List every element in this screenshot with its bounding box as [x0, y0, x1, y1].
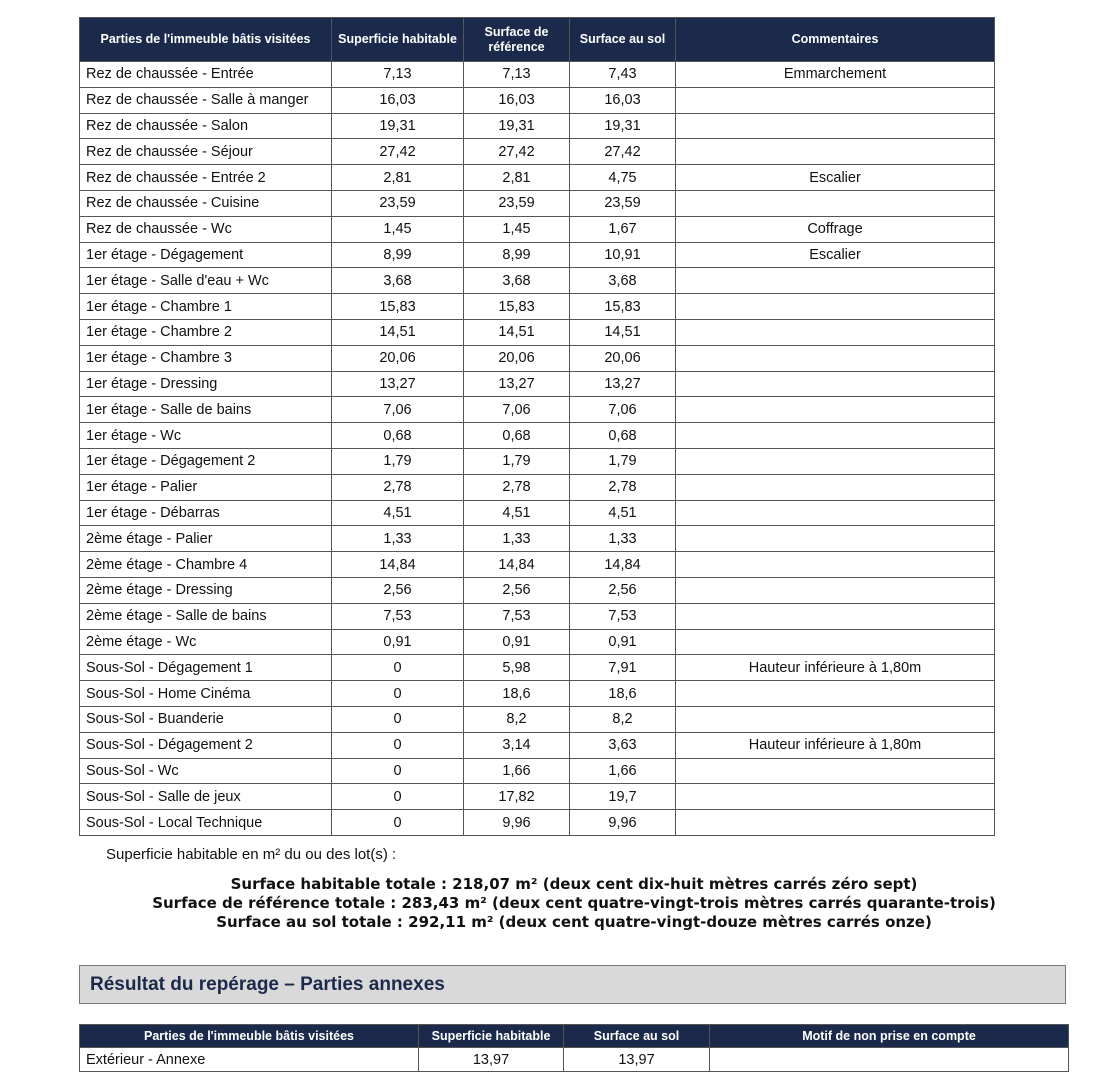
- comment-cell: [676, 474, 995, 500]
- sol-cell: 16,03: [570, 87, 676, 113]
- sol-cell: 2,56: [570, 577, 676, 603]
- reference-cell: 0,91: [464, 629, 570, 655]
- room-cell: Sous-Sol - Salle de jeux: [80, 784, 332, 810]
- comment-cell: [676, 139, 995, 165]
- comment-cell: [676, 319, 995, 345]
- header-habitable: Superficie habitable: [332, 18, 464, 62]
- table-row: [80, 242, 995, 268]
- table-row: [80, 655, 995, 681]
- comment-cell: [676, 294, 995, 320]
- table-row: [80, 62, 995, 88]
- annex-table-body: [80, 1048, 1069, 1072]
- habitable-cell: 7,13: [332, 62, 464, 88]
- annex-header-habitable: Superficie habitable: [419, 1025, 564, 1048]
- habitable-cell: 16,03: [332, 87, 464, 113]
- comment-cell: [676, 681, 995, 707]
- table-row: [80, 706, 995, 732]
- sol-cell: 1,67: [570, 216, 676, 242]
- habitable-cell: 0: [332, 810, 464, 836]
- reference-cell: 7,13: [464, 62, 570, 88]
- sol-cell: 14,51: [570, 319, 676, 345]
- sol-cell: 7,91: [570, 655, 676, 681]
- reference-cell: 3,14: [464, 732, 570, 758]
- comment-cell: [676, 371, 995, 397]
- comment-cell: [676, 552, 995, 578]
- habitable-cell: 2,56: [332, 577, 464, 603]
- habitable-cell: 27,42: [332, 139, 464, 165]
- room-cell: Sous-Sol - Wc: [80, 758, 332, 784]
- table-row: [80, 500, 995, 526]
- reference-cell: 3,68: [464, 268, 570, 294]
- sol-cell: 20,06: [570, 345, 676, 371]
- motif-cell: [710, 1048, 1069, 1072]
- surface-table: [79, 17, 995, 836]
- habitable-cell: 0: [332, 758, 464, 784]
- table-row: [80, 681, 995, 707]
- sol-cell: 0,91: [570, 629, 676, 655]
- reference-cell: 27,42: [464, 139, 570, 165]
- habitable-cell: 0: [332, 732, 464, 758]
- sol-cell: 9,96: [570, 810, 676, 836]
- annex-header-room: Parties de l'immeuble bâtis visitées: [80, 1025, 419, 1048]
- sol-cell: 4,75: [570, 165, 676, 191]
- table-row: [80, 1048, 1069, 1072]
- reference-cell: 18,6: [464, 681, 570, 707]
- room-cell: 1er étage - Dégagement: [80, 242, 332, 268]
- reference-cell: 19,31: [464, 113, 570, 139]
- comment-cell: [676, 345, 995, 371]
- habitable-cell: 1,79: [332, 448, 464, 474]
- reference-cell: 14,51: [464, 319, 570, 345]
- habitable-cell: 0,91: [332, 629, 464, 655]
- room-cell: Sous-Sol - Dégagement 2: [80, 732, 332, 758]
- table-row: [80, 268, 995, 294]
- sol-cell: 7,53: [570, 603, 676, 629]
- room-cell: Sous-Sol - Local Technique: [80, 810, 332, 836]
- table-row: [80, 113, 995, 139]
- room-cell: Sous-Sol - Home Cinéma: [80, 681, 332, 707]
- room-cell: 1er étage - Chambre 3: [80, 345, 332, 371]
- annex-header-row: [80, 1025, 1069, 1048]
- sol-cell: 0,68: [570, 423, 676, 449]
- sol-cell: 15,83: [570, 294, 676, 320]
- table-row: [80, 87, 995, 113]
- comment-cell: Escalier: [676, 242, 995, 268]
- room-cell: Rez de chaussée - Entrée 2: [80, 165, 332, 191]
- sol-cell: 13,27: [570, 371, 676, 397]
- table-row: [80, 216, 995, 242]
- habitable-cell: 4,51: [332, 500, 464, 526]
- surface-table-body: [80, 62, 995, 836]
- comment-cell: Emmarchement: [676, 62, 995, 88]
- sol-cell: 13,97: [564, 1048, 710, 1072]
- room-cell: 1er étage - Salle de bains: [80, 397, 332, 423]
- comment-cell: [676, 87, 995, 113]
- reference-cell: 8,2: [464, 706, 570, 732]
- reference-cell: 9,96: [464, 810, 570, 836]
- room-cell: 1er étage - Dressing: [80, 371, 332, 397]
- sol-cell: 18,6: [570, 681, 676, 707]
- sol-cell: 4,51: [570, 500, 676, 526]
- habitable-cell: 0: [332, 681, 464, 707]
- reference-cell: 7,06: [464, 397, 570, 423]
- room-cell: 1er étage - Palier: [80, 474, 332, 500]
- reference-cell: 0,68: [464, 423, 570, 449]
- table-row: [80, 758, 995, 784]
- total-habitable: Surface habitable totale : 218,07 m² (deux cent dix-huit mètres carrés zéro sept): [230, 875, 918, 893]
- comment-cell: [676, 448, 995, 474]
- habitable-cell: 8,99: [332, 242, 464, 268]
- room-cell: 1er étage - Salle d'eau + Wc: [80, 268, 332, 294]
- comment-cell: [676, 500, 995, 526]
- habitable-cell: 23,59: [332, 190, 464, 216]
- annex-header-motif: Motif de non prise en compte: [710, 1025, 1069, 1048]
- comment-cell: Escalier: [676, 165, 995, 191]
- reference-cell: 2,56: [464, 577, 570, 603]
- comment-cell: Coffrage: [676, 216, 995, 242]
- table-header-row: [80, 18, 995, 62]
- room-cell: Rez de chaussée - Séjour: [80, 139, 332, 165]
- table-row: [80, 732, 995, 758]
- comment-cell: [676, 423, 995, 449]
- habitable-cell: 13,27: [332, 371, 464, 397]
- table-row: [80, 345, 995, 371]
- habitable-cell: 1,45: [332, 216, 464, 242]
- habitable-cell: 7,06: [332, 397, 464, 423]
- header-comments: Commentaires: [676, 18, 995, 62]
- table-row: [80, 139, 995, 165]
- habitable-cell: 19,31: [332, 113, 464, 139]
- room-cell: Rez de chaussée - Wc: [80, 216, 332, 242]
- reference-cell: 4,51: [464, 500, 570, 526]
- comment-cell: [676, 603, 995, 629]
- table-row: [80, 165, 995, 191]
- surface-intro: Superficie habitable en m² du ou des lot(s) :: [106, 846, 397, 863]
- room-cell: Rez de chaussée - Entrée: [80, 62, 332, 88]
- habitable-cell: 14,51: [332, 319, 464, 345]
- total-sol: Surface au sol totale : 292,11 m² (deux cent quatre-vingt-douze mètres carrés onze): [216, 913, 932, 931]
- comment-cell: Hauteur inférieure à 1,80m: [676, 655, 995, 681]
- table-row: [80, 294, 995, 320]
- room-cell: Rez de chaussée - Cuisine: [80, 190, 332, 216]
- sol-cell: 3,68: [570, 268, 676, 294]
- table-row: [80, 423, 995, 449]
- habitable-cell: 0: [332, 655, 464, 681]
- reference-cell: 2,81: [464, 165, 570, 191]
- sol-cell: 27,42: [570, 139, 676, 165]
- room-cell: Rez de chaussée - Salle à manger: [80, 87, 332, 113]
- table-row: [80, 190, 995, 216]
- comment-cell: [676, 706, 995, 732]
- habitable-cell: 0: [332, 784, 464, 810]
- sol-cell: 3,63: [570, 732, 676, 758]
- comment-cell: [676, 577, 995, 603]
- room-cell: 1er étage - Chambre 2: [80, 319, 332, 345]
- table-row: [80, 552, 995, 578]
- sol-cell: 2,78: [570, 474, 676, 500]
- sol-cell: 7,06: [570, 397, 676, 423]
- habitable-cell: 14,84: [332, 552, 464, 578]
- annex-header-sol: Surface au sol: [564, 1025, 710, 1048]
- reference-cell: 14,84: [464, 552, 570, 578]
- reference-cell: 15,83: [464, 294, 570, 320]
- sol-cell: 23,59: [570, 190, 676, 216]
- room-cell: 2ème étage - Chambre 4: [80, 552, 332, 578]
- reference-cell: 1,45: [464, 216, 570, 242]
- room-cell: Extérieur - Annexe: [80, 1048, 419, 1072]
- comment-cell: [676, 810, 995, 836]
- comment-cell: Hauteur inférieure à 1,80m: [676, 732, 995, 758]
- sol-cell: 1,79: [570, 448, 676, 474]
- annex-table: [79, 1024, 1069, 1072]
- room-cell: 2ème étage - Salle de bains: [80, 603, 332, 629]
- habitable-cell: 20,06: [332, 345, 464, 371]
- table-row: [80, 526, 995, 552]
- room-cell: 1er étage - Chambre 1: [80, 294, 332, 320]
- totals-block: [79, 875, 1069, 932]
- sol-cell: 8,2: [570, 706, 676, 732]
- habitable-cell: 15,83: [332, 294, 464, 320]
- sol-cell: 7,43: [570, 62, 676, 88]
- reference-cell: 8,99: [464, 242, 570, 268]
- table-row: [80, 371, 995, 397]
- habitable-cell: 1,33: [332, 526, 464, 552]
- habitable-cell: 0: [332, 706, 464, 732]
- room-cell: 2ème étage - Palier: [80, 526, 332, 552]
- comment-cell: [676, 629, 995, 655]
- room-cell: Sous-Sol - Dégagement 1: [80, 655, 332, 681]
- reference-cell: 13,27: [464, 371, 570, 397]
- room-cell: 1er étage - Débarras: [80, 500, 332, 526]
- table-row: [80, 810, 995, 836]
- room-cell: Sous-Sol - Buanderie: [80, 706, 332, 732]
- table-row: [80, 397, 995, 423]
- table-row: [80, 784, 995, 810]
- reference-cell: 16,03: [464, 87, 570, 113]
- total-reference: Surface de référence totale : 283,43 m² (deux cent quatre-vingt-trois mètres carrés quarante-trois): [152, 894, 996, 912]
- comment-cell: [676, 784, 995, 810]
- sol-cell: 19,7: [570, 784, 676, 810]
- sol-cell: 10,91: [570, 242, 676, 268]
- comment-cell: [676, 397, 995, 423]
- sol-cell: 19,31: [570, 113, 676, 139]
- room-cell: 2ème étage - Dressing: [80, 577, 332, 603]
- sol-cell: 14,84: [570, 552, 676, 578]
- habitable-cell: 7,53: [332, 603, 464, 629]
- habitable-cell: 2,78: [332, 474, 464, 500]
- table-row: [80, 474, 995, 500]
- reference-cell: 23,59: [464, 190, 570, 216]
- table-row: [80, 629, 995, 655]
- reference-cell: 2,78: [464, 474, 570, 500]
- header-sol: Surface au sol: [570, 18, 676, 62]
- habitable-cell: 2,81: [332, 165, 464, 191]
- header-reference: Surface de référence: [464, 18, 570, 62]
- reference-cell: 1,33: [464, 526, 570, 552]
- table-row: [80, 448, 995, 474]
- reference-cell: 20,06: [464, 345, 570, 371]
- habitable-cell: 3,68: [332, 268, 464, 294]
- comment-cell: [676, 113, 995, 139]
- habitable-cell: 0,68: [332, 423, 464, 449]
- table-row: [80, 603, 995, 629]
- comment-cell: [676, 758, 995, 784]
- reference-cell: 17,82: [464, 784, 570, 810]
- room-cell: 1er étage - Wc: [80, 423, 332, 449]
- sol-cell: 1,66: [570, 758, 676, 784]
- room-cell: 1er étage - Dégagement 2: [80, 448, 332, 474]
- comment-cell: [676, 190, 995, 216]
- annex-section-title: Résultat du repérage – Parties annexes: [79, 965, 1066, 1004]
- table-row: [80, 577, 995, 603]
- comment-cell: [676, 268, 995, 294]
- header-room: Parties de l'immeuble bâtis visitées: [80, 18, 332, 62]
- sol-cell: 1,33: [570, 526, 676, 552]
- reference-cell: 7,53: [464, 603, 570, 629]
- room-cell: 2ème étage - Wc: [80, 629, 332, 655]
- table-row: [80, 319, 995, 345]
- habitable-cell: 13,97: [419, 1048, 564, 1072]
- reference-cell: 5,98: [464, 655, 570, 681]
- room-cell: Rez de chaussée - Salon: [80, 113, 332, 139]
- reference-cell: 1,79: [464, 448, 570, 474]
- reference-cell: 1,66: [464, 758, 570, 784]
- comment-cell: [676, 526, 995, 552]
